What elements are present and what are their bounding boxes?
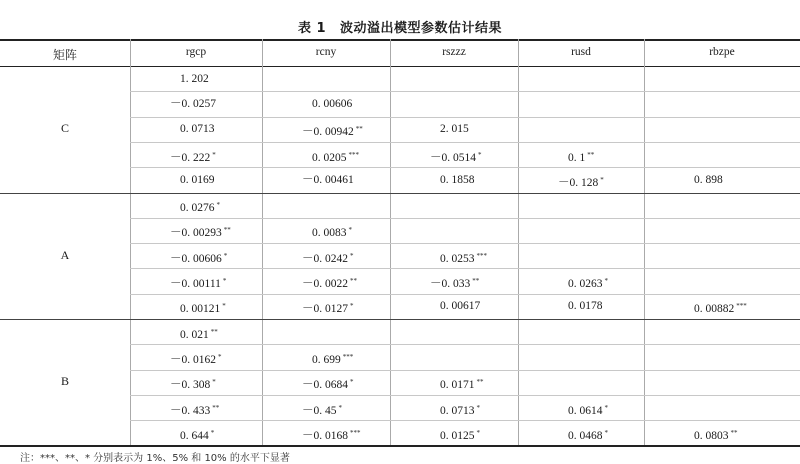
cell-value: 0. 0263 bbox=[568, 278, 603, 291]
significance-mark: * bbox=[210, 428, 215, 437]
table-cell bbox=[694, 298, 747, 314]
cell-value: 0. 0125 bbox=[440, 429, 475, 442]
table-cell bbox=[170, 96, 216, 112]
significance-mark: * bbox=[478, 150, 482, 159]
row-divider bbox=[130, 294, 800, 295]
significance-mark: * bbox=[350, 378, 354, 387]
column-divider bbox=[130, 39, 131, 445]
table-cell bbox=[440, 248, 487, 264]
significance-mark: * bbox=[350, 302, 354, 311]
table-cell bbox=[694, 425, 738, 441]
significance-mark: *** bbox=[348, 150, 359, 159]
cell-value: 0. 00606 bbox=[312, 97, 353, 110]
table-cell bbox=[568, 147, 594, 163]
cell-value: －0. 0022 bbox=[302, 278, 348, 291]
table-cell bbox=[170, 248, 227, 264]
cell-value: －0. 0162 bbox=[170, 353, 216, 366]
group-label-a: A bbox=[60, 247, 70, 262]
table-note: 注：***、**、* 分别表示为 1%、5% 和 10% 的水平下显著 bbox=[20, 453, 290, 464]
table-cell bbox=[558, 172, 604, 188]
table-cell bbox=[312, 349, 353, 365]
significance-mark: *** bbox=[476, 251, 487, 260]
header-rule bbox=[0, 66, 800, 67]
column-divider bbox=[644, 39, 645, 445]
table-cell bbox=[312, 96, 352, 112]
cell-value: 0. 0713 bbox=[440, 404, 475, 417]
significance-mark: * bbox=[604, 403, 608, 412]
significance-mark: ** bbox=[350, 277, 357, 286]
significance-mark: * bbox=[212, 378, 216, 387]
table-cell bbox=[170, 273, 226, 289]
cell-value: 0. 00882 bbox=[694, 303, 735, 316]
cell-value: 0. 0276 bbox=[180, 202, 215, 215]
header-col-rbzpe: rbzpe bbox=[709, 46, 735, 58]
header-col-rusd: rusd bbox=[571, 46, 591, 58]
row-divider bbox=[130, 117, 800, 118]
cell-value: －0. 128 bbox=[558, 176, 599, 189]
significance-mark: * bbox=[212, 150, 216, 159]
row-divider bbox=[130, 268, 800, 269]
cell-value: －0. 0514 bbox=[430, 151, 476, 164]
significance-mark: ** bbox=[476, 378, 484, 387]
table-cell bbox=[302, 400, 342, 416]
header-col-rgcp: rgcp bbox=[185, 46, 207, 58]
significance-mark: * bbox=[338, 403, 342, 412]
significance-mark: * bbox=[216, 201, 220, 210]
cell-value: －0. 0242 bbox=[302, 252, 348, 265]
table-cell bbox=[170, 400, 219, 416]
row-divider bbox=[130, 91, 800, 92]
significance-mark: ** bbox=[355, 125, 363, 134]
table-cell bbox=[180, 121, 215, 137]
significance-mark: * bbox=[222, 302, 226, 311]
cell-value: 0. 1 bbox=[568, 151, 586, 164]
row-divider bbox=[130, 420, 800, 421]
table-cell bbox=[440, 425, 480, 441]
table-cell bbox=[312, 222, 352, 238]
bottom-rule bbox=[0, 445, 800, 447]
table-cell bbox=[440, 298, 480, 314]
cell-value: 0. 0253 bbox=[440, 252, 475, 265]
significance-mark: * bbox=[222, 277, 227, 286]
table-cell bbox=[170, 374, 216, 390]
cell-value: 0. 699 bbox=[312, 353, 341, 366]
table-number: 表 1 bbox=[297, 21, 327, 36]
significance-mark: ** bbox=[730, 428, 738, 437]
cell-value: －0. 00111 bbox=[170, 278, 221, 291]
cell-value: 0. 0205 bbox=[312, 151, 347, 164]
table-cell bbox=[170, 147, 216, 163]
cell-value: 2. 015 bbox=[440, 123, 469, 136]
row-divider bbox=[130, 218, 800, 219]
significance-mark: ** bbox=[212, 403, 220, 412]
cell-value: 0. 0171 bbox=[440, 379, 475, 392]
table-title bbox=[0, 17, 800, 36]
significance-mark: ** bbox=[587, 150, 595, 159]
cell-value: －0. 222 bbox=[170, 151, 211, 164]
group-label-b: B bbox=[60, 374, 69, 389]
table-cell bbox=[170, 222, 231, 238]
cell-value: 0. 644 bbox=[180, 429, 209, 442]
column-divider bbox=[262, 39, 263, 445]
table-cell bbox=[302, 121, 363, 137]
row-divider bbox=[130, 142, 800, 143]
table-cell bbox=[440, 400, 480, 416]
table-cell bbox=[302, 273, 357, 289]
header-col-rcny: rcny bbox=[315, 46, 337, 58]
cell-value: 0. 0083 bbox=[312, 227, 347, 240]
column-divider bbox=[390, 39, 391, 445]
table-cell bbox=[694, 172, 723, 188]
cell-value: －0. 0684 bbox=[302, 379, 348, 392]
cell-value: 0. 0169 bbox=[180, 173, 215, 186]
table-cell bbox=[170, 349, 222, 365]
table-cell bbox=[302, 172, 354, 188]
cell-value: 0. 898 bbox=[694, 173, 723, 186]
header-matrix: 矩阵 bbox=[52, 48, 77, 62]
cell-value: －0. 45 bbox=[302, 404, 337, 417]
table-cell bbox=[568, 273, 608, 289]
significance-mark: * bbox=[348, 226, 352, 235]
table-cell bbox=[180, 71, 209, 87]
significance-mark: *** bbox=[342, 352, 354, 361]
table-cell bbox=[180, 197, 220, 213]
table-cell bbox=[440, 121, 469, 137]
cell-value: 0. 0803 bbox=[694, 429, 729, 442]
cell-value: －0. 0168 bbox=[302, 429, 348, 442]
cell-value: 0. 021 bbox=[180, 328, 209, 341]
table-cell bbox=[180, 172, 215, 188]
significance-mark: *** bbox=[350, 428, 361, 437]
header-col-rszzz: rszzz bbox=[442, 46, 466, 58]
group-label-c: C bbox=[60, 121, 69, 136]
cell-value: 0. 00617 bbox=[440, 300, 481, 313]
significance-mark: *** bbox=[736, 302, 747, 311]
cell-value: 0. 0468 bbox=[568, 429, 603, 442]
row-divider bbox=[130, 167, 800, 168]
table-cell bbox=[430, 273, 479, 289]
table-cell bbox=[430, 147, 482, 163]
group-divider bbox=[0, 319, 800, 320]
table-cell bbox=[180, 298, 226, 314]
cell-value: 0. 0713 bbox=[180, 123, 215, 136]
cell-value: －0. 00293 bbox=[170, 227, 222, 240]
table-cell bbox=[302, 298, 354, 314]
table-cell bbox=[312, 147, 359, 163]
table-cell bbox=[302, 374, 354, 390]
row-divider bbox=[130, 243, 800, 244]
significance-mark: * bbox=[476, 428, 480, 437]
significance-mark: * bbox=[600, 175, 604, 184]
table-cell bbox=[180, 425, 214, 441]
significance-mark: * bbox=[604, 277, 608, 286]
table-cell bbox=[440, 172, 475, 188]
significance-mark: ** bbox=[223, 226, 231, 235]
cell-value: 0. 0178 bbox=[568, 300, 603, 313]
row-divider bbox=[130, 344, 800, 345]
cell-value: 0. 00121 bbox=[180, 303, 221, 316]
table-cell bbox=[568, 400, 608, 416]
significance-mark: ** bbox=[472, 277, 480, 286]
significance-mark: * bbox=[604, 428, 608, 437]
table-title-text: 波动溢出模型参数估计结果 bbox=[340, 21, 503, 36]
cell-value: 0. 1858 bbox=[440, 173, 475, 186]
table-cell bbox=[440, 374, 484, 390]
significance-mark: * bbox=[218, 352, 222, 361]
cell-value: －0. 308 bbox=[170, 379, 211, 392]
row-divider bbox=[130, 370, 800, 371]
cell-value: －0. 0257 bbox=[170, 97, 216, 110]
cell-value: －0. 033 bbox=[430, 278, 471, 291]
significance-mark: * bbox=[476, 403, 480, 412]
significance-mark: * bbox=[223, 251, 228, 260]
row-divider bbox=[130, 395, 800, 396]
cell-value: －0. 0127 bbox=[302, 303, 348, 316]
table-cell bbox=[180, 324, 218, 340]
cell-value: －0. 00461 bbox=[302, 173, 354, 186]
significance-mark: * bbox=[350, 251, 354, 260]
cell-value: 1. 202 bbox=[180, 72, 209, 85]
cell-value: －0. 00942 bbox=[302, 126, 354, 139]
significance-mark: ** bbox=[210, 327, 218, 336]
top-rule bbox=[0, 39, 800, 41]
table-cell bbox=[568, 425, 608, 441]
table-cell bbox=[302, 425, 361, 441]
cell-value: 0. 0614 bbox=[568, 404, 603, 417]
table-cell bbox=[568, 298, 603, 314]
table-cell bbox=[302, 248, 354, 264]
column-divider bbox=[518, 39, 519, 445]
group-divider bbox=[0, 193, 800, 194]
cell-value: －0. 433 bbox=[170, 404, 211, 417]
cell-value: －0. 00606 bbox=[170, 252, 222, 265]
